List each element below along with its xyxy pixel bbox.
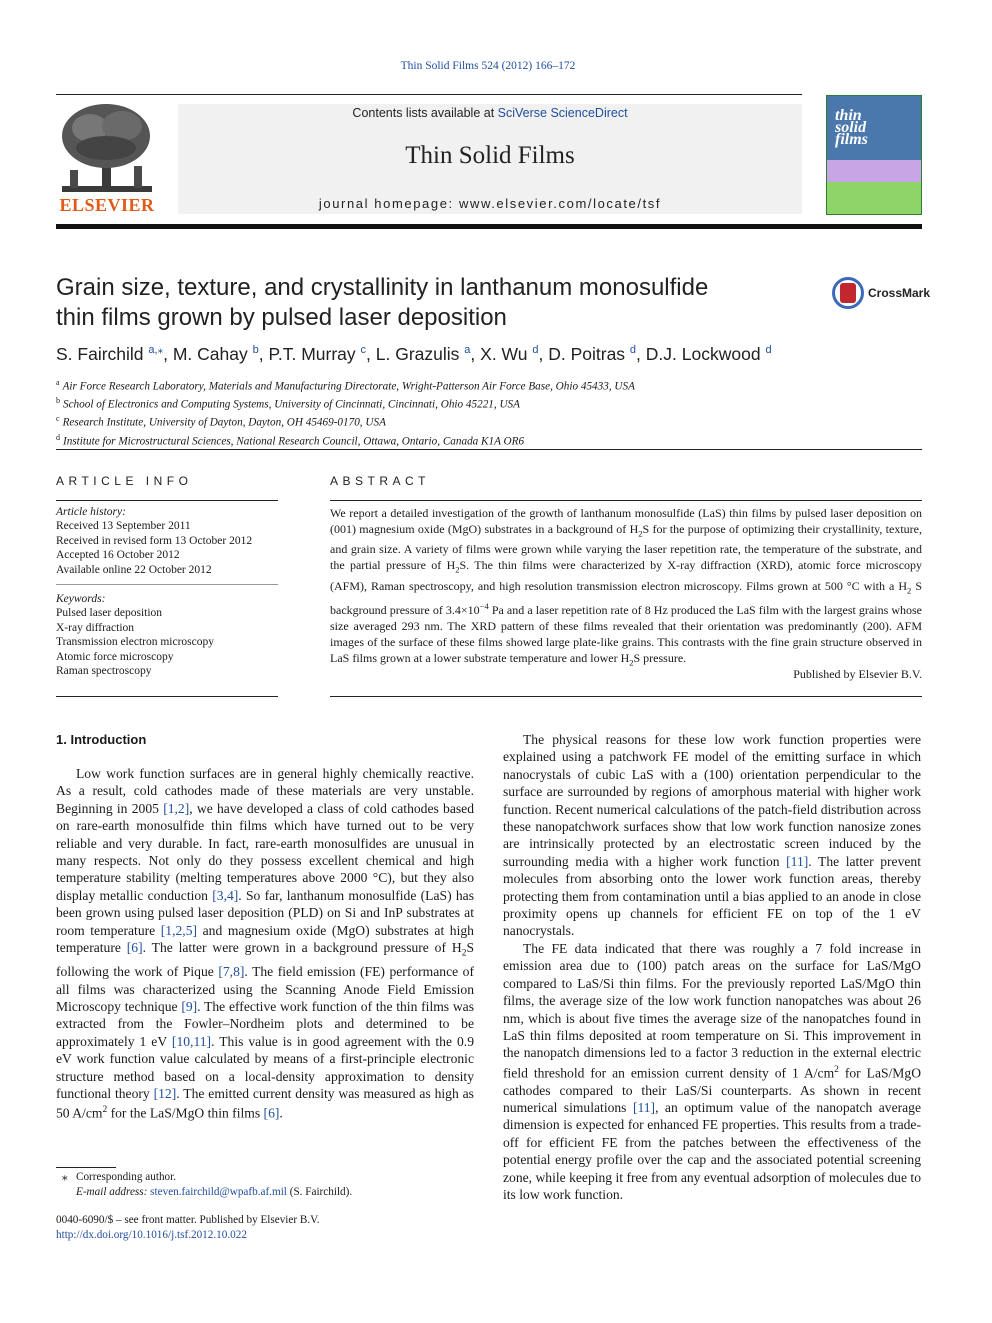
author-affil-mark[interactable]: b xyxy=(252,344,259,356)
corresponding-mark: ⁎ xyxy=(62,1171,68,1183)
article-title xyxy=(56,273,756,333)
abstract-heading: ABSTRACT xyxy=(330,474,431,488)
affiliation-key: b xyxy=(56,396,60,406)
history-item: Accepted 16 October 2012 xyxy=(56,549,180,562)
reference-link[interactable]: [1,2] xyxy=(163,800,190,816)
contents-prefix: Contents lists available at xyxy=(352,106,498,120)
section-heading-introduction: 1. Introduction xyxy=(56,732,147,747)
author-affil-mark[interactable]: c xyxy=(360,344,367,356)
header-thick-rule xyxy=(56,224,922,229)
cover-mid-band xyxy=(827,160,921,182)
author-affil-mark[interactable]: d xyxy=(532,344,539,356)
affiliation-key: d xyxy=(56,432,60,442)
keywords-label: Keywords: xyxy=(56,593,106,605)
author-name: D. Poitras xyxy=(548,343,626,364)
affiliation-item xyxy=(56,412,922,430)
journal-citation[interactable]: Thin Solid Films 524 (2012) 166–172 xyxy=(400,60,576,72)
author-name: X. Wu xyxy=(480,343,528,364)
author-affil-mark[interactable]: d xyxy=(629,344,637,356)
article-info-rule xyxy=(56,500,278,501)
history-item: Received 13 September 2011 xyxy=(56,520,191,533)
author-affil-mark[interactable]: a,⁎ xyxy=(148,344,164,356)
affiliation-item xyxy=(56,431,922,449)
published-by: Published by Elsevier B.V. xyxy=(793,667,922,681)
keyword-item: Raman spectroscopy xyxy=(56,665,152,678)
author-name: P.T. Murray xyxy=(268,343,356,364)
reference-link[interactable]: [10,11] xyxy=(171,1033,212,1049)
reference-link[interactable]: [7,8] xyxy=(218,964,245,980)
author-affil-mark[interactable]: a xyxy=(464,344,471,356)
body-paragraph: Low work function surfaces are in general highly chemically reactive. As a result, cold cathodes made of these materials are very unstable. Beginning in 2005 [1,2], we have developed a class of cold cathodes based on rare-earth monosulfide thin films which have turned out to be very reliable and very durable. In fact, rare-earth monosulfides are unusual in many respects. Not only do they possess excellent chemical and high temperature stability (melting temperatures above 2000 °C), but they also display metallic conduction [3,4]. So far, lanthanum monosulfide (LaS) has been grown using pulsed laser deposition (PLD) on Si and InP substrates at room temperature [1,2,5] and magnesium oxide (MgO) substrates at high temperature [6]. The latter were grown in a background pressure of $H_2S$ following the work of Pique [7,8]. The field emission (FE) performance of all films was characterized using the Scanning Anode Field Emission Microscopy technique [9]. The effective work function of the thin films was extracted from the Fowler–Nordheim plots and determined to be approximately 1 eV [10,11]. This value is in good agreement with the 0.9 eV work function value calculated by means of a first-principle electronic structure method based on a local-density approximation to density functional theory [12]. The emitted current density was measured as high as 50 $A/cm^2$ for the LaS/MgO thin films [6]. xyxy=(56,766,475,1121)
reference-link[interactable]: [12] xyxy=(153,1086,177,1102)
title-line-2: thin films grown by pulsed laser deposition xyxy=(56,304,507,331)
author-list: S. Fairchild $^{a,⁎}$, M. Cahay $^b$, P.T. Murray $^c$, L. Grazulis $^a$, X. Wu $^d$, D. Poitras $^d$, D.J. Lockwood $^d$ xyxy=(56,343,772,364)
reference-link[interactable]: [11] xyxy=(632,1100,656,1116)
elsevier-logo[interactable] xyxy=(56,100,158,218)
keyword-item: Transmission electron microscopy xyxy=(56,636,215,649)
affiliation-text: School of Electronics and Computing Systems, University of Cincinnati, Cincinnati, Ohio 45221, USA xyxy=(63,398,520,411)
keyword-item: X-ray diffraction xyxy=(56,621,135,634)
keywords-rule xyxy=(56,584,278,585)
author-name: L. Grazulis xyxy=(375,343,460,364)
abstract-rule xyxy=(330,500,922,501)
keywords-block xyxy=(56,592,278,678)
abstract-bottom-rule xyxy=(330,696,922,697)
keyword-item: Pulsed laser deposition xyxy=(56,607,163,620)
history-item: Available online 22 October 2012 xyxy=(56,563,212,576)
affiliation-key: a xyxy=(56,378,60,387)
abstract-text: We report a detailed investigation of the growth of lanthanum monosulfide (LaS) thin films by pulsed laser deposition on (001) magnesium oxide (MgO) substrates in a background of $H_2S$ for the purpose of optimizing their crystallinity, texture, and grain size. A variety of films were grown while varying the laser repetition rate, the temperature of the substrate, and the partial pressure of $H_2S$. The thin films were characterized by X-ray diffraction (XRD), atomic force microscopy (AFM), Raman spectroscopy, and high resolution transmission electron microscopy. Films grown at 500 °C with a $H_2$ S background pressure of $3.4\times 10^{-4}$ Pa and a laser repetition rate of 8 Hz produced the LaS film with the largest grains whose size averaged 293 nm. The XRD pattern of these films revealed that their orientation was predominantly (200). AFM images of the surface of these films showed large plate-like grains. This contrasts with the fine grain structure observed in LaS films grown at a lower substrate temperature and lower $H_2S$ pressure. xyxy=(330,506,923,668)
elsevier-wordmark: ELSEVIER xyxy=(59,195,155,215)
history-label: Article history: xyxy=(56,506,126,518)
cover-title: thin solid films xyxy=(835,107,868,148)
email-link[interactable]: steven.fairchild@wpafb.af.mil xyxy=(150,1186,287,1198)
title-line-1: Grain size, texture, and crystallinity in lanthanum monosulfide xyxy=(56,274,709,301)
header-top-rule xyxy=(56,94,802,95)
reference-link[interactable]: [9] xyxy=(181,999,198,1014)
elsevier-tree-icon xyxy=(56,100,158,196)
journal-cover-thumbnail[interactable] xyxy=(826,95,922,215)
issn-line: 0040-6090/$ – see front matter. Published by Elsevier B.V. xyxy=(56,1214,320,1226)
article-info-heading: ARTICLE INFO xyxy=(56,474,193,488)
keyword-item: Atomic force microscopy xyxy=(56,650,174,663)
crossmark-badge[interactable] xyxy=(832,277,932,309)
reference-link[interactable]: [11] xyxy=(786,853,809,869)
affiliation-key: c xyxy=(56,414,60,424)
body-paragraph: The physical reasons for these low work function properties were explained using a patchwork FE model of the emitting surface in which nanocrystals of cubic LaS with a (100) orientation perpendicular to the surface are surrounded by regions of amorphous material with higher work function. Recent numerical calculations of the patch-field distribution across these nanopatchwork surfaces show that low work function nanosize zones are intrinsically protected by an electrostatic screen induced by the surrounding media with a higher work function [11]. The latter prevent molecules from absorbing onto the lower work function areas, thereby protecting them from contamination until a bias applied to an anode in close proximity opens up channels for efficient FE on top of the 1 eV nanocrystals. xyxy=(503,732,921,939)
body-paragraph: The FE data indicated that there was roughly a 7 fold increase in emission area due to (100) patch areas on the surface for LaS/MgO compared to LaS/Si thin films. For the previously reported LaS/MgO thin films, the average size of the low work function nanopatches was about 26 nm, which is about five times the average size of the nanopatches found in LaS thin films deposited at room temperature on Si. This improvement in the nanopatch dimensions led to a factor 3 reduction in the external electric field threshold for an emission current density of 1 $A/cm^2$ for LaS/MgO cathodes compared to their LaS/Si counterparts. As shown in recent numerical simulations [11], an optimum value of the nanopatch average dimension is expected for enhanced FE properties. This results from a trade-off for efficient FE from the patches between the effectiveness of the potential energy profile over the cap and the associated potential screening zone, while keeping it free from any eventual adsorption of molecules due to its low work function. xyxy=(503,940,922,1203)
reference-link[interactable]: [1,2,5] xyxy=(160,922,198,938)
affiliation-item xyxy=(56,376,922,394)
crossmark-bookmark-icon xyxy=(840,283,856,303)
doi-link[interactable]: http://dx.doi.org/10.1016/j.tsf.2012.10.022 xyxy=(56,1229,247,1241)
author-name: M. Cahay xyxy=(172,343,248,364)
history-item: Received in revised form 13 October 2012 xyxy=(56,534,253,547)
email-label: E-mail address: xyxy=(76,1186,148,1198)
author-affil-mark[interactable]: d xyxy=(765,344,772,356)
front-matter-note xyxy=(56,1213,476,1243)
body-right-column xyxy=(503,731,921,1204)
article-info-bottom-rule xyxy=(56,696,278,697)
affiliation-text: Institute for Microstructural Sciences, National Research Council, Ottawa, Ontario, Canada K1A OR6 xyxy=(63,435,525,448)
body-left-column xyxy=(56,765,474,1122)
reference-link[interactable]: [6] xyxy=(126,940,143,956)
affiliations-divider xyxy=(56,449,922,450)
corresponding-label: Corresponding author. xyxy=(75,1171,177,1183)
contents-line xyxy=(178,106,802,120)
corresponding-author-note xyxy=(56,1170,476,1200)
affiliation-text: Air Force Research Laboratory, Materials and Manufacturing Directorate, Wright-Patterson Air Force Base, Ohio 45433, USA xyxy=(62,380,635,393)
reference-link[interactable]: [6] xyxy=(263,1105,280,1121)
article-history xyxy=(56,505,278,577)
journal-name: Thin Solid Films xyxy=(405,142,575,169)
affiliations xyxy=(56,376,922,449)
footnote-rule xyxy=(56,1167,116,1168)
affiliation-item xyxy=(56,394,922,412)
reference-link[interactable]: [3,4] xyxy=(212,887,239,903)
email-owner: (S. Fairchild). xyxy=(289,1186,353,1198)
cover-bottom-band xyxy=(827,182,921,215)
journal-homepage[interactable]: journal homepage: www.elsevier.com/locate/tsf xyxy=(318,196,662,211)
crossmark-label: CrossMark xyxy=(868,286,931,300)
author-name: D.J. Lockwood xyxy=(645,343,761,364)
affiliation-text: Research Institute, University of Dayton, Dayton, OH 45469-0170, USA xyxy=(62,417,386,430)
journal-masthead xyxy=(178,104,802,214)
author-name: S. Fairchild xyxy=(56,343,144,364)
sciencedirect-link[interactable]: SciVerse ScienceDirect xyxy=(497,106,628,120)
